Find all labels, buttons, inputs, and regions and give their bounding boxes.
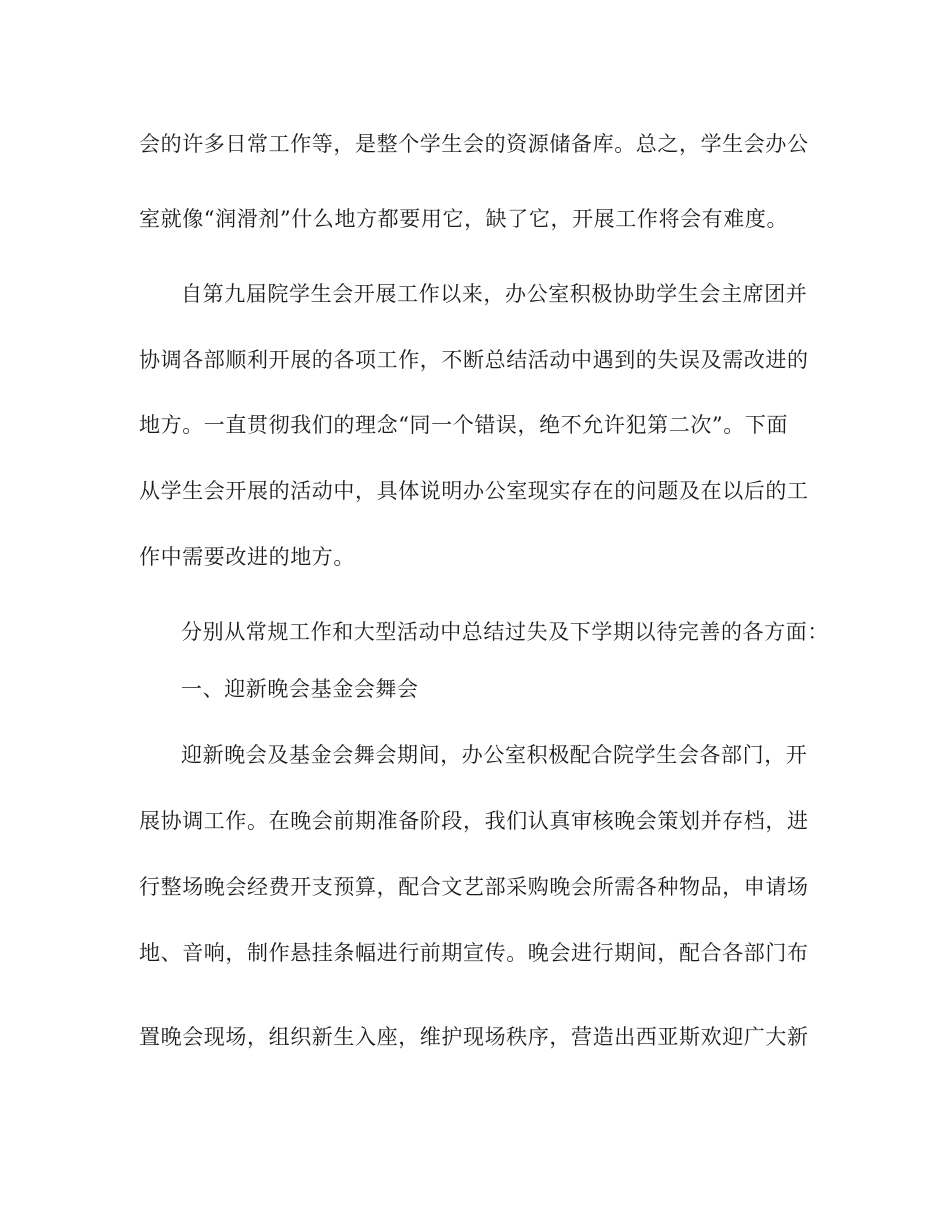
text-line-2: 室就像“润滑剂”什么地方都要用它，缺了它，开展工作将会有难度。 (139, 207, 789, 231)
text-line-1: 会的许多日常工作等，是整个学生会的资源储备库。总之，学生会办公 (139, 132, 809, 156)
text-line-7: 作中需要改进的地方。 (139, 545, 355, 569)
text-line-5: 地方。一直贯彻我们的理念“同一个错误，绝不允许犯第二次”。下面 (139, 413, 789, 437)
section-heading: 一、迎新晚会基金会舞会 (181, 677, 419, 701)
text-line-4: 协调各部顺利开展的各项工作，不断总结活动中遇到的失误及需改进的 (139, 348, 809, 372)
text-line-12: 行整场晚会经费开支预算，配合文艺部采购晚会所需各种物品，申请场 (139, 875, 809, 899)
text-line-11: 展协调工作。在晚会前期准备阶段，我们认真审核晚会策划并存档，进 (139, 809, 809, 833)
text-line-3: 自第九届院学生会开展工作以来，办公室积极协助学生会主席团并 (181, 282, 808, 306)
text-line-10: 迎新晚会及基金会舞会期间，办公室积极配合院学生会各部门，开 (181, 743, 808, 767)
text-line-13: 地、音响，制作悬挂条幅进行前期宣传。晚会进行期间，配合各部门布 (139, 941, 809, 965)
text-line-6: 从学生会开展的活动中，具体说明办公室现实存在的问题及在以后的工 (139, 479, 809, 503)
text-line-14: 置晚会现场，组织新生入座，维护现场秩序，营造出西亚斯欢迎广大新 (139, 1025, 809, 1049)
text-line-8: 分别从常规工作和大型活动中总结过失及下学期以待完善的各方面： (181, 620, 829, 644)
